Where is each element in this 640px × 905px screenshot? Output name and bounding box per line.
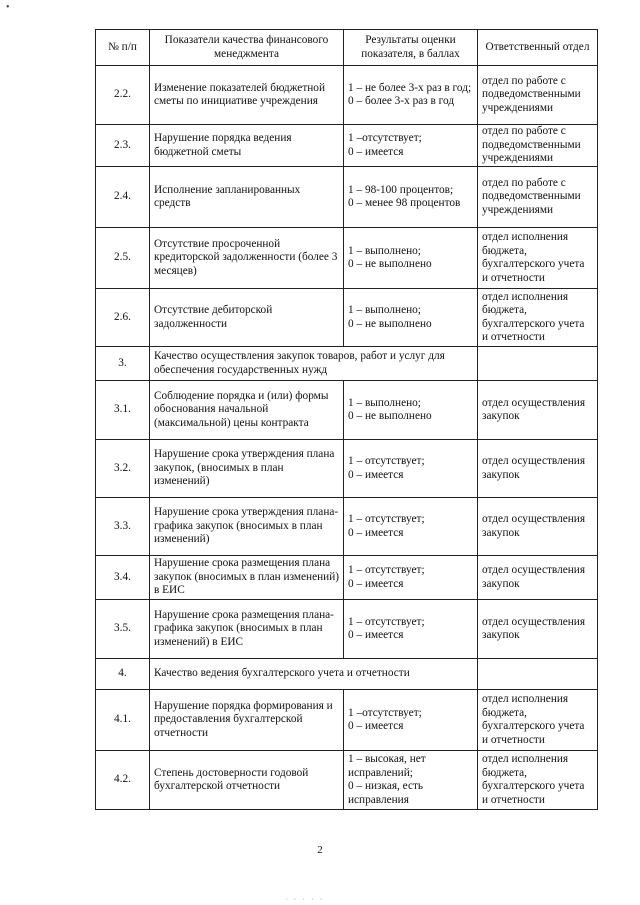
table-row [96, 289, 598, 347]
result-cell: 1 –отсутствует; 0 – имеется [344, 690, 478, 751]
row-num: 4.1. [96, 690, 150, 751]
dept-cell: отдел по работе с подведомственными учреждениями [478, 167, 598, 228]
table-row [96, 381, 598, 440]
result-cell: 1 –отсутствует; 0 – имеется [344, 125, 478, 167]
result-cell: 1 – высокая, нет исправлений; 0 – низкая, есть исправления [344, 751, 478, 810]
indicator-cell: Исполнение запланированных средств [150, 167, 344, 228]
dept-cell: отдел исполнения бюджета, бухгалтерского учета и отчетности [478, 690, 598, 751]
table-row [96, 690, 598, 751]
dept-cell: отдел осуществления закупок [478, 600, 598, 659]
row-num: 4. [96, 659, 150, 690]
dept-cell: отдел исполнения бюджета, бухгалтерского учета и отчетности [478, 228, 598, 289]
indicator-cell: Нарушение порядка формирования и предоставления бухгалтерской отчетности [150, 690, 344, 751]
row-num: 2.5. [96, 228, 150, 289]
dept-cell: отдел по работе с подведомственными учреждениями [478, 125, 598, 167]
table-row [96, 751, 598, 810]
table-row [96, 600, 598, 659]
result-cell: 1 – выполнено; 0 – не выполнено [344, 228, 478, 289]
header-dept: Ответственный отдел [478, 30, 598, 66]
header-indicator: Показатели качества финансового менеджмента [150, 30, 344, 66]
empty-cell [478, 659, 598, 690]
indicator-cell: Нарушение порядка ведения бюджетной сметы [150, 125, 344, 167]
indicator-cell: Нарушение срока утверждения плана закупок, (вносимых в план изменений) [150, 440, 344, 498]
indicator-cell: Изменение показателей бюджетной сметы по инициативе учреждения [150, 66, 344, 125]
result-cell: 1 – отсутствует; 0 – имеется [344, 440, 478, 498]
indicator-cell: Нарушение срока размещения плана закупок (вносимых в план изменений) в ЕИС [150, 556, 344, 600]
indicator-cell: Соблюдение порядка и (или) формы обоснования начальной (максимальной) цены контракта [150, 381, 344, 440]
row-num: 2.3. [96, 125, 150, 167]
table-row [96, 125, 598, 167]
row-num: 3.5. [96, 600, 150, 659]
row-num: 2.4. [96, 167, 150, 228]
empty-cell [478, 347, 598, 381]
table-row [96, 556, 598, 600]
result-cell: 1 – выполнено; 0 – не выполнено [344, 289, 478, 347]
header-num: № п/п [96, 30, 150, 66]
row-num: 4.2. [96, 751, 150, 810]
scan-dots: · · · · · [285, 895, 325, 904]
table-header-row [96, 30, 598, 66]
row-num: 3.3. [96, 498, 150, 556]
result-cell: 1 – отсутствует; 0 – имеется [344, 498, 478, 556]
section-title: Качество ведения бухгалтерского учета и отчетности [150, 659, 478, 690]
table-row [96, 66, 598, 125]
table-row [96, 498, 598, 556]
section-row [96, 347, 598, 381]
result-cell: 1 – 98-100 процентов; 0 – менее 98 процентов [344, 167, 478, 228]
result-cell: 1 – отсутствует; 0 – имеется [344, 600, 478, 659]
quality-indicators-table [95, 29, 598, 810]
row-num: 2.2. [96, 66, 150, 125]
indicator-cell: Отсутствие дебиторской задолженности [150, 289, 344, 347]
result-cell: 1 – не более 3-х раз в год; 0 – более 3-х раз в год [344, 66, 478, 125]
result-cell: 1 – отсутствует; 0 – имеется [344, 556, 478, 600]
indicator-cell: Нарушение срока размещения плана-графика закупок (вносимых в план изменений) в ЕИС [150, 600, 344, 659]
section-title: Качество осуществления закупок товаров, работ и услуг для обеспечения государственных нужд [150, 347, 478, 381]
table-row [96, 228, 598, 289]
dept-cell: отдел по работе с подведомственными учреждениями [478, 66, 598, 125]
row-num: 3.2. [96, 440, 150, 498]
section-row [96, 659, 598, 690]
table-row [96, 167, 598, 228]
table-row [96, 440, 598, 498]
page-number: 2 [317, 844, 323, 856]
indicator-cell: Нарушение срока утверждения плана-графика закупок (вносимых в план изменений) [150, 498, 344, 556]
row-num: 2.6. [96, 289, 150, 347]
row-num: 3.4. [96, 556, 150, 600]
row-num: 3. [96, 347, 150, 381]
indicator-cell: Отсутствие просроченной кредиторской задолженности (более 3 месяцев) [150, 228, 344, 289]
result-cell: 1 – выполнено; 0 – не выполнено [344, 381, 478, 440]
header-result: Результаты оценки показателя, в баллах [344, 30, 478, 66]
row-num: 3.1. [96, 381, 150, 440]
dept-cell: отдел осуществления закупок [478, 556, 598, 600]
dept-cell: отдел осуществления закупок [478, 440, 598, 498]
dept-cell: отдел исполнения бюджета, бухгалтерского учета и отчетности [478, 289, 598, 347]
dept-cell: отдел осуществления закупок [478, 381, 598, 440]
dept-cell: отдел осуществления закупок [478, 498, 598, 556]
table-body [96, 66, 598, 810]
indicator-cell: Степень достоверности годовой бухгалтерской отчетности [150, 751, 344, 810]
scan-mark: • [6, 2, 10, 13]
dept-cell: отдел исполнения бюджета, бухгалтерского учета и отчетности [478, 751, 598, 810]
